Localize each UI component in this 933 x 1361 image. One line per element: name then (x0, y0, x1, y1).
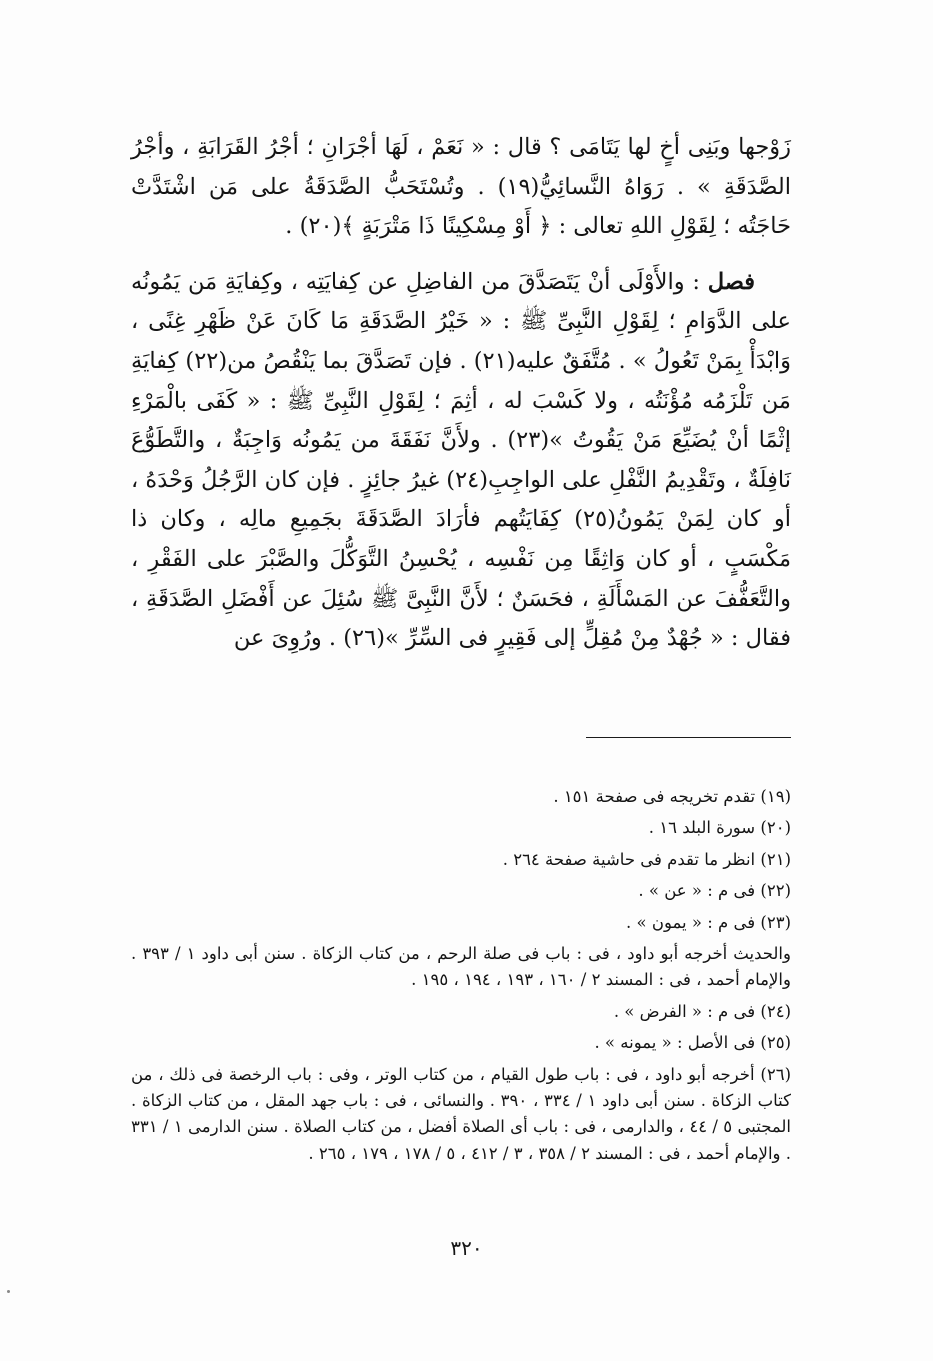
scan-speck (7, 1290, 10, 1293)
footnote-26: (٢٦) أخرجه أبو داود ، فى : باب طول القيام ، من كتاب الوتر ، وفى : باب الرخصة فى ذلك ، من كتاب الزكاة . سنن أبى داود ١ / ٣٣٤ ، ٣٩٠ . والنسائى ، فى : باب جهد المقل ، من كتاب الزكاة . المجتبى ٥ / ٤٤ ، والدارمى ، فى : باب أى الصلاة أفضل ، من كتاب الصلاة . سنن الدارمى ١ / ٣٣١ . والإمام أحمد ، فى : المسند ٢ / ٣٥٨ ، ٣ / ٤١٢ ، ٥ / ١٧٨ ، ١٧٩ ، ٢٦٥ . (131, 1064, 791, 1163)
paragraph-1-text: زَوْجها وبَنِى أخٍ لها يَتَامَى ؟ قال : « نَعَمْ ، لَهَا أجْرَانِ ؛ أجْرُ القَرَابَةِ ، وأجْرُ الصَّدَقَةِ » . رَوَاهُ النَّسائِيُّ(١٩) . وتُسْتَحَبُّ الصَّدَقَةُ على مَن اشْتَدَّتْ حَاجَتُه ؛ لِقَوْلِ اللهِ تعالى : ﴿ أَوْ مِسْكِينًا ذَا مَتْرَبَةٍ ﴾(٢٠) . (131, 134, 791, 240)
footnote-20: (٢٠) سورة البلد ١٦ . (648, 818, 791, 838)
footnote-19: (١٩) تقدم تخريجه فى صفحة ١٥١ . (553, 787, 791, 806)
paragraph-2 (131, 263, 791, 659)
main-text (131, 128, 791, 659)
paragraph-2-text: : والأَوْلَى أنْ يَتَصَدَّقَ من الفاضِلِ عن كِفايَتِه ، وكِفايَةِ مَن يَمُونُه على الدَّوَامِ ؛ لِقَوْلِ النَّبِىِّ ﷺ : « خَيْرُ الصَّدَقَةِ مَا كَانَ عَنْ ظَهْرِ غِنًى ، وَابْدَأْ بِمَنْ تَعُولُ » . مُتَّفَقٌ عليه(٢١) . فإن تَصَدَّقَ بما يَنْقُصُ من(٢٢) كِفايَةِ مَن تَلْزَمُه مُؤْنَتُه ، ولا كَسْبَ له ، أثِمَ ؛ لِقَوْلِ النَّبِىِّ ﷺ : « كَفَى بالْمَرْءِ إثْمًا أنْ يُضَيِّعَ مَنْ يَقُوتُ »(٢٣) . ولأَنَّ نَفَقَةَ من يَمُونُه وَاجِبَةٌ ، والتَّطَوُّعَ نَافِلَةٌ ، وتَقْدِيمُ النَّفْلِ على الواجِبِ(٢٤) غيرُ جائِزٍ . فإن كان الرَّجُلُ وَحْدَهُ ، أو كان لِمَنْ يَمُونُ(٢٥) كِفَايَتُهم فأرَادَ الصَّدَقَةَ بجَمِيعِ مالِه ، وكان ذا مَكْسَبٍ ، أو كان وَاثِقًا مِن نَفْسِه ، يُحْسِنُ التَّوَكُّلَ والصَّبْرَ على الفَقْرِ ، والتَّعَفُّفَ عن المَسْأَلَةِ ، فحَسَنٌ ؛ لأَنَّ النَّبِىَّ ﷺ سُئِلَ عن أَفْضَلِ الصَّدَقَةِ ، فقال : « جُهْدٌ مِنْ مُقِلٍّ إلى فَقِيرٍ فى السِّرِّ »(٢٦) . ورُوِىَ عن (131, 268, 792, 652)
footnote-25: (٢٥) فى الأصل : « يمونه » . (594, 1033, 791, 1053)
footnotes (131, 784, 791, 1172)
page-number: ٣٢٠ (450, 1236, 483, 1260)
footnote-22: (٢٢) فى م : « عن » . (638, 881, 791, 901)
paragraph-1 (131, 128, 791, 247)
footnote-21: (٢١) انظر ما تقدم فى حاشية صفحة ٢٦٤ . (502, 849, 791, 869)
section-heading-fasl: فصل (707, 268, 755, 295)
footnote-24: (٢٤) فى م : « الفرض » . (613, 1001, 791, 1021)
footnote-separator (586, 737, 791, 738)
footnote-23-continuation: والحديث أخرجه أبو داود ، فى : باب فى صلة الرحم ، من كتاب الزكاة . سنن أبى داود ١ / ٣٩٣ . والإمام أحمد ، فى : المسند ٢ / ١٦٠ ، ١٩٣ ، ١٩٤ ، ١٩٥ . (131, 944, 791, 990)
footnote-23: (٢٣) فى م : « يمون » . (626, 912, 791, 932)
